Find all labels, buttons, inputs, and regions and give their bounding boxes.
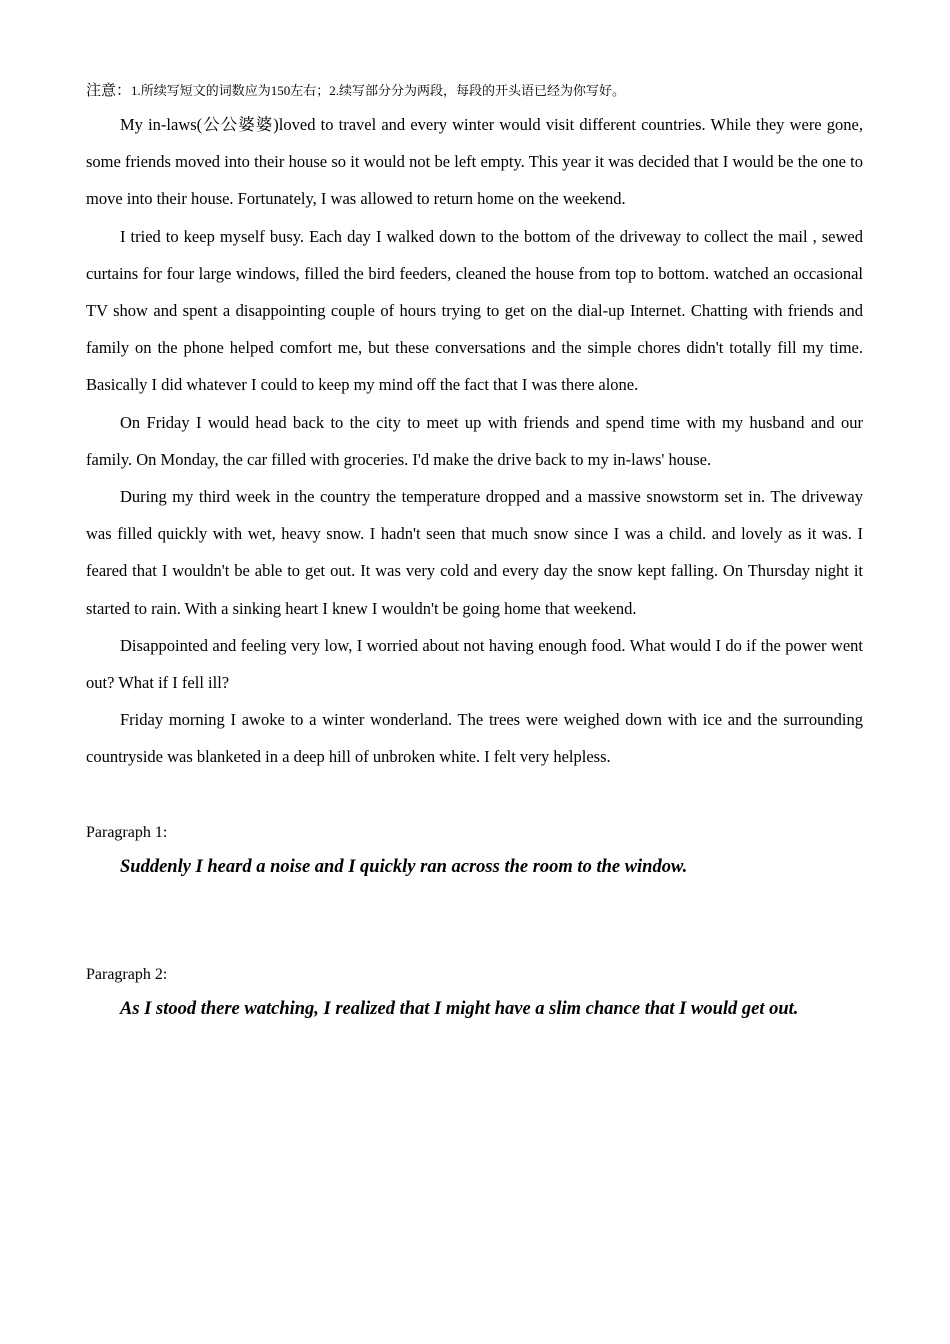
continuation-paragraph-1-label: Paragraph 1: [86,823,168,841]
continuation-paragraph-2-opening: As I stood there watching, I realized that I might have a slim chance that I would get out. [120,998,799,1019]
note-label: 注意： [86,83,132,99]
continuation-paragraph-2-label: Paragraph 2: [86,965,168,983]
story-paragraph-6: Friday morning I awoke to a winter wonderland. The trees were weighed down with ice and the surrounding countryside was blanketed in a deep hill of unbroken white. I felt very helpless. [86,710,863,767]
note-text: 1.所续写短文的词数应为150左右；2.续写部分分为两段，每段的开头语已经为你写好。 [131,83,626,98]
document-page [86,80,863,1022]
instructions-note [86,80,863,102]
continuation-paragraph-1-opening: Suddenly I heard a noise and I quickly ran across the room to the window. [120,856,688,877]
story-paragraph-3: On Friday I would head back to the city to meet up with friends and spend time with my husband and our family. On Monday, the car filled with groceries. I'd make the drive back to my in-laws' house. [86,412,863,469]
story-paragraph-1: My in-laws(公公婆婆)loved to travel and every winter would visit different countries. While they were gone, some friends moved into their house so it would not be left empty. This year it was decided that I would be the one to move into their house. Fortunately, I was allowed to return home on the weekend. [86,115,863,209]
story-paragraph-5: Disappointed and feeling very low, I worried about not having enough food. What would I do if the power went out? What if I fell ill? [86,635,863,693]
story-paragraph-2: I tried to keep myself busy. Each day I walked down to the bottom of the driveway to collect the mail , sewed curtains for four large windows, filled the bird feeders, cleaned the house from top to bottom. watched an occasional TV show and spent a disappointing couple of hours trying to get on the dial-up Internet. Chatting with friends and family on the phone helped comfort me, but these conversations and the simple chores didn't totally fill my time. Basically I did whatever I could to keep my mind off the fact that I was there alone. [86,226,863,395]
story-paragraph-4: During my third week in the country the temperature dropped and a massive snowstorm set in. The driveway was filled quickly with wet, heavy snow. I hadn't seen that much snow since I was a child. and lovely as it was. I feared that I wouldn't be able to get out. It was very cold and every day the snow kept falling. On Thursday night it started to rain. With a sinking heart I knew I wouldn't be going home that weekend. [86,487,863,618]
